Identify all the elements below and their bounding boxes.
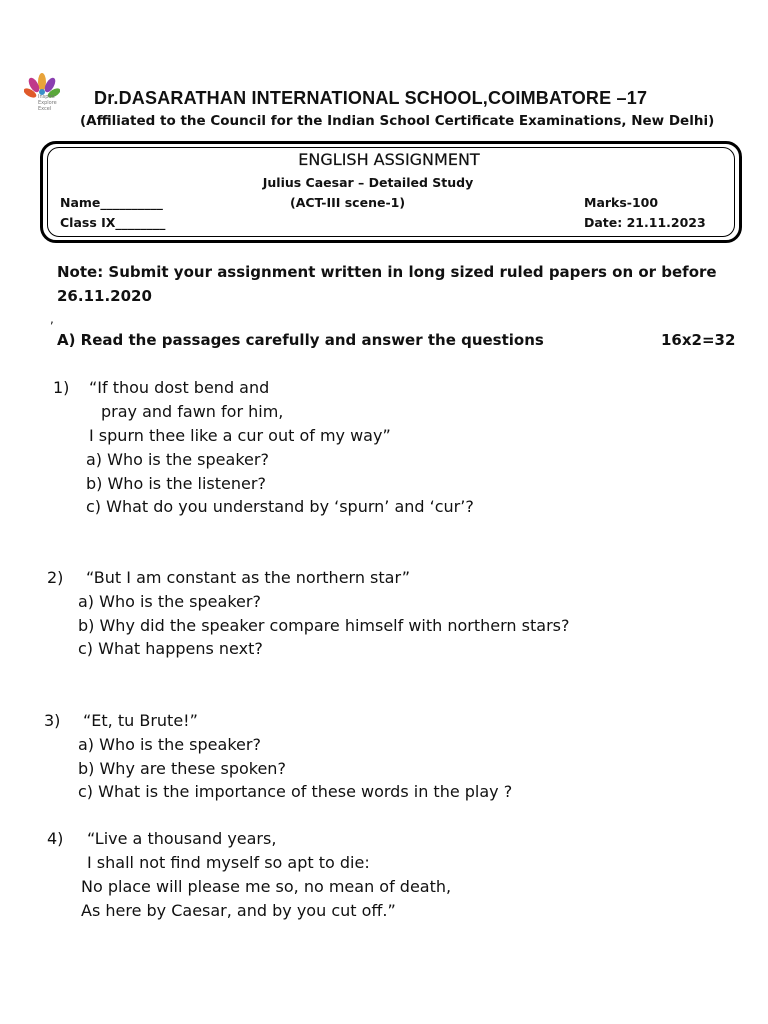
class-field-label: Class IX________ (60, 215, 166, 230)
question-part: c) What do you understand by ‘spurn’ and ‘cur’? (86, 497, 474, 516)
quote-line: “Et, tu Brute!” (83, 711, 198, 730)
question-number: 4) (47, 829, 64, 848)
stray-mark: , (50, 312, 54, 326)
question-part: c) What is the importance of these words in the play ? (78, 782, 513, 801)
quote-line: “But I am constant as the northern star” (86, 568, 411, 587)
question-part: b) Why are these spoken? (78, 759, 286, 778)
quote-line: No place will please me so, no mean of death, (81, 877, 452, 896)
school-name: Dr.DASARATHAN INTERNATIONAL SCHOOL,COIMBATORE –17 (94, 88, 648, 108)
quote-line: “Live a thousand years, (87, 829, 277, 848)
question-number: 1) (53, 378, 70, 397)
quote-line: I shall not find myself so apt to die: (87, 853, 370, 872)
assignment-subtitle: Julius Caesar – Detailed Study (262, 175, 474, 190)
section-a-instruction: A) Read the passages carefully and answer the questions (57, 331, 544, 349)
question-part: b) Why did the speaker compare himself with northern stars? (78, 616, 570, 635)
affiliation-line: (Affiliated to the Council for the Indian School Certificate Examinations, New Delhi) (80, 113, 715, 129)
quote-line: “If thou dost bend and (89, 378, 270, 397)
question-number: 3) (44, 711, 61, 730)
quote-line: pray and fawn for him, (101, 402, 284, 421)
question-part: b) Who is the listener? (86, 474, 266, 493)
logo-text: Inspire Explore Excel (38, 94, 57, 112)
question-number: 2) (47, 568, 64, 587)
assignment-date: Date: 21.11.2023 (584, 215, 706, 230)
submission-note: Note: Submit your assignment written in long sized ruled papers on or before 26.11.2020 (57, 263, 717, 305)
name-field-label: Name__________ (60, 195, 163, 210)
question-part: a) Who is the speaker? (86, 450, 269, 469)
act-scene: (ACT-III scene-1) (290, 195, 406, 210)
assignment-title: ENGLISH ASSIGNMENT (298, 150, 480, 169)
question-part: c) What happens next? (78, 639, 263, 658)
question-part: a) Who is the speaker? (78, 735, 261, 754)
quote-line: I spurn thee like a cur out of my way” (89, 426, 391, 445)
total-marks: Marks-100 (584, 195, 659, 210)
question-part: a) Who is the speaker? (78, 592, 261, 611)
quote-line: As here by Caesar, and by you cut off.” (81, 901, 396, 920)
section-a-marks: 16x2=32 (661, 331, 736, 349)
